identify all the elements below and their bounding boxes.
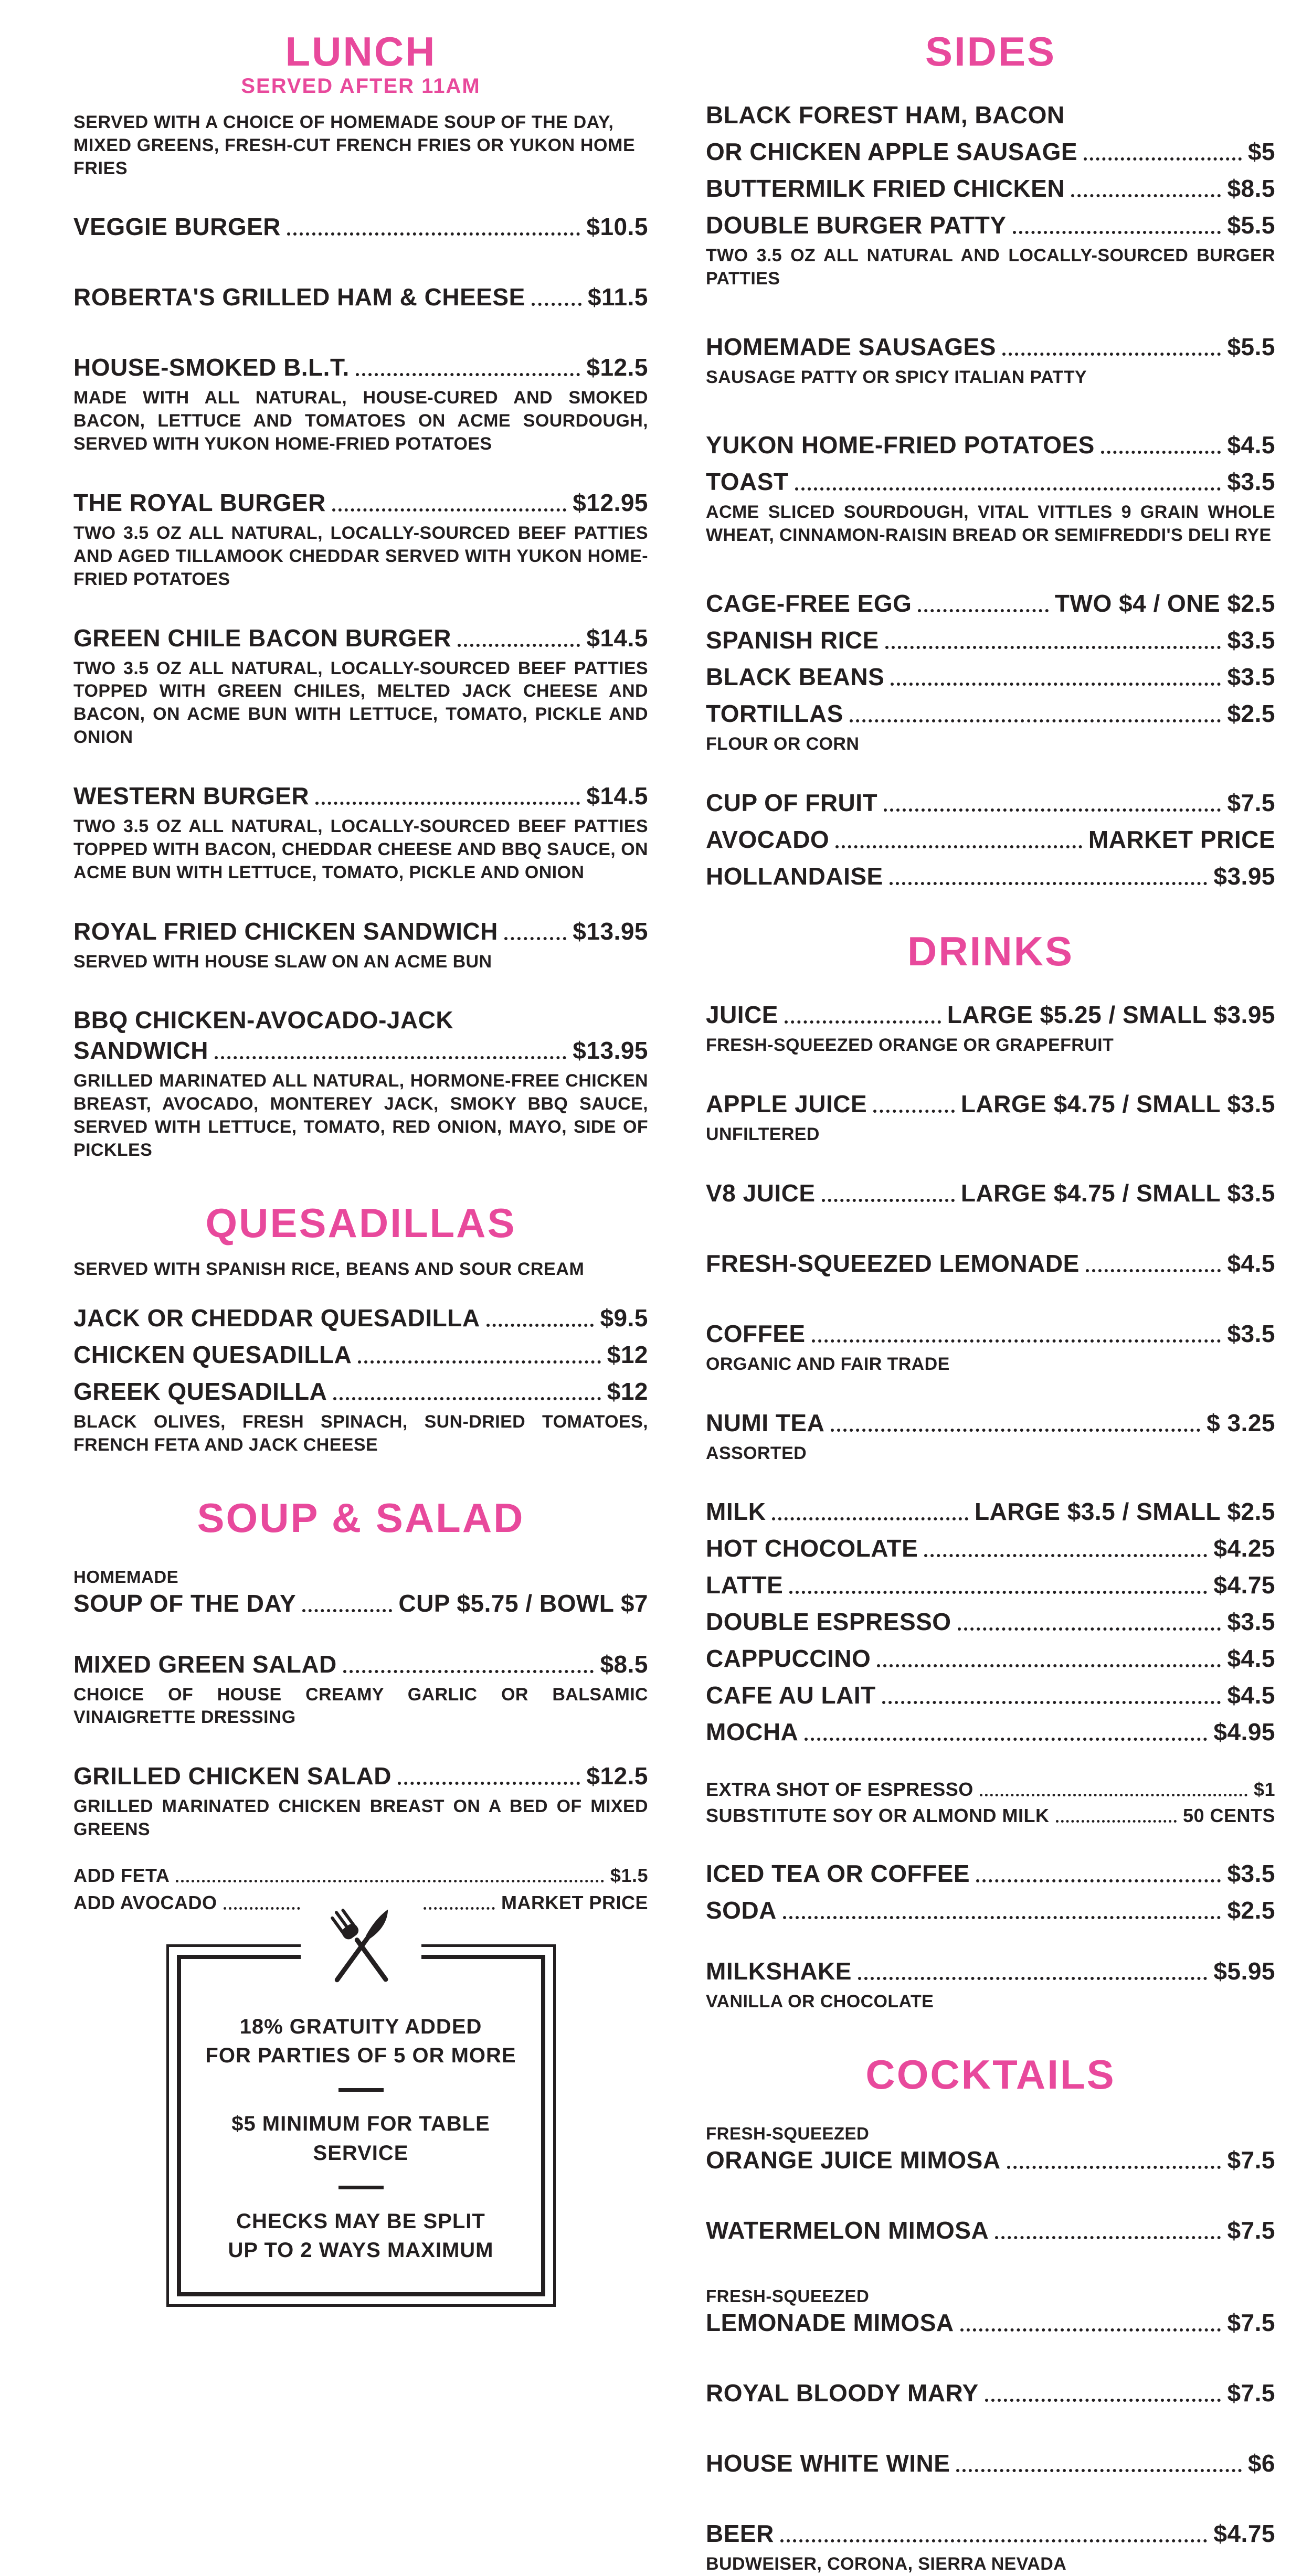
item-name: LEMONADE MIMOSA	[706, 2309, 954, 2337]
item-name: APPLE JUICE	[706, 1090, 867, 1117]
dot-leader	[918, 609, 1048, 612]
item-price: $8.5	[1227, 174, 1275, 202]
item-name: ADD FETA	[73, 1865, 170, 1887]
dot-leader	[333, 1397, 600, 1400]
menu-item-row	[73, 782, 648, 810]
dot-leader	[504, 937, 566, 940]
item-name: MOCHA	[706, 1718, 799, 1746]
dot-leader	[1013, 231, 1221, 234]
item-name: MIXED GREEN SALAD	[73, 1650, 337, 1678]
item-price: $3.5	[1227, 1608, 1275, 1636]
item-name: DOUBLE BURGER PATTY	[706, 211, 1007, 239]
dot-leader	[858, 1977, 1207, 1980]
dot-leader	[356, 373, 580, 376]
item-desc: FLOUR OR CORN	[706, 734, 860, 754]
menu-item-row	[706, 1896, 1275, 1924]
dot-leader	[176, 1880, 604, 1882]
menu-item-row	[706, 2146, 1275, 2174]
dot-leader	[956, 2469, 1241, 2472]
dot-leader	[532, 303, 581, 306]
item-price: $4.95	[1213, 1718, 1275, 1746]
menu-item-row	[706, 1319, 1275, 1348]
dot-leader	[995, 2236, 1221, 2239]
item-name: CUP OF FRUIT	[706, 789, 878, 817]
item-desc: TWO 3.5 OZ ALL NATURAL, LOCALLY-SOURCED BEEF PATTIES AND AGED TILLAMOOK CHEDDAR SERVED WITH YUKON HOME-FRIED POTATOES	[73, 523, 648, 589]
notice-line: FOR PARTIES OF 5 OR MORE	[205, 2044, 516, 2068]
menu-item-row	[706, 1249, 1275, 1278]
item-price: $3.95	[1213, 863, 1275, 890]
item-price: $8.5	[600, 1650, 648, 1678]
dot-leader	[780, 2539, 1208, 2542]
section-title-sides: SIDES	[925, 28, 1056, 74]
menu-item-row	[73, 917, 648, 945]
item-price: LARGE $3.5 / SMALL $2.5	[974, 1498, 1275, 1526]
menu-item-row	[73, 488, 648, 517]
notice-line: CHECKS MAY BE SPLIT	[236, 2209, 485, 2233]
section-title-lunch: LUNCH	[285, 28, 437, 74]
item-name: HOT CHOCOLATE	[706, 1535, 918, 1562]
menu-item-row	[706, 2519, 1275, 2548]
dot-leader	[980, 1794, 1247, 1796]
notice-line: 18% GRATUITY ADDED	[239, 2015, 482, 2039]
item-desc: BUDWEISER, CORONA, SIERRA NEVADA	[706, 2554, 1067, 2574]
item-price: 50 CENTS	[1182, 1805, 1275, 1827]
item-price: $2.5	[1227, 1897, 1275, 1924]
item-price: $12.5	[586, 354, 648, 381]
item-price: $4.75	[1213, 1571, 1275, 1599]
item-desc: UNFILTERED	[706, 1124, 820, 1144]
item-name: NUMI TEA	[706, 1409, 825, 1436]
crossed-fork-knife-icon	[301, 1897, 421, 1996]
item-desc: VANILLA OR CHOCOLATE	[706, 1992, 934, 2012]
item-name: HOLLANDAISE	[706, 863, 883, 890]
item-price: $4.5	[1227, 1681, 1275, 1709]
menu-item-row	[73, 1865, 648, 1887]
dot-leader	[831, 1429, 1200, 1432]
notice-line: $5 MINIMUM FOR TABLE SERVICE	[231, 2112, 490, 2165]
menu-item-row	[706, 626, 1275, 654]
dot-leader	[924, 1554, 1207, 1557]
item-kicker: FRESH-SQUEEZED	[706, 2124, 870, 2144]
item-name: BLACK BEANS	[706, 663, 885, 691]
menu-item-row	[706, 1608, 1275, 1636]
item-desc: SERVED WITH HOUSE SLAW ON AN ACME BUN	[73, 951, 492, 972]
item-name: ROYAL FRIED CHICKEN SANDWICH	[73, 917, 498, 945]
menu-item-row	[706, 431, 1275, 459]
section-title-cocktails: COCKTAILS	[865, 2051, 1116, 2098]
dot-leader	[287, 232, 580, 236]
menu-item-row	[706, 589, 1275, 618]
menu-item-row	[73, 283, 648, 311]
menu-item-row	[706, 789, 1275, 817]
menu-item-row	[706, 211, 1275, 239]
menu-item-row	[706, 663, 1275, 691]
section-title-drinks: DRINKS	[907, 928, 1074, 975]
dot-leader	[1084, 157, 1242, 161]
menu-item-row	[706, 1718, 1275, 1746]
item-price: $7.5	[1227, 2379, 1275, 2407]
item-price: $14.5	[586, 624, 648, 652]
item-price: $9.5	[600, 1304, 648, 1332]
dot-leader	[884, 808, 1221, 812]
menu-item-row	[73, 1589, 648, 1617]
dot-leader	[343, 1670, 594, 1673]
menu-item-row	[73, 212, 648, 241]
dot-leader	[398, 1782, 580, 1785]
section-title-soup-salad: SOUP & SALAD	[197, 1494, 525, 1541]
dot-leader	[789, 1591, 1207, 1594]
menu-item-row	[706, 137, 1275, 166]
menu-item-row	[73, 624, 648, 652]
item-name: CAPPUCCINO	[706, 1645, 871, 1673]
item-name: ROYAL BLOODY MARY	[706, 2379, 979, 2407]
item-price: $4.75	[1213, 2520, 1275, 2548]
item-price: $7.5	[1227, 2309, 1275, 2337]
dot-leader	[877, 1664, 1221, 1667]
item-name: FRESH-SQUEEZED LEMONADE	[706, 1249, 1080, 1277]
item-price: $1	[1253, 1779, 1275, 1801]
item-price: $5.5	[1227, 211, 1275, 239]
menu-item-row	[706, 467, 1275, 496]
item-name: SODA	[706, 1897, 777, 1924]
item-name: CAFE AU LAIT	[706, 1681, 876, 1709]
item-price: $4.5	[1227, 1645, 1275, 1673]
item-name: SPANISH RICE	[706, 626, 879, 654]
menu-item-row	[706, 1805, 1275, 1827]
item-price: $7.5	[1227, 2146, 1275, 2174]
menu-item-row	[706, 1534, 1275, 1562]
dot-leader	[985, 2399, 1221, 2402]
item-desc: TWO 3.5 OZ ALL NATURAL, LOCALLY-SOURCED BEEF PATTIES TOPPED WITH GREEN CHILES, MELTED JACK CHEESE AND BACON, ON ACME BUN WITH LETTUCE, TOMATO, PICKLE AND ONION	[73, 658, 648, 748]
menu-item-row	[706, 333, 1275, 361]
item-name: EXTRA SHOT OF ESPRESSO	[706, 1779, 974, 1801]
item-name: TOAST	[706, 468, 789, 496]
item-desc: BLACK OLIVES, FRESH SPINACH, SUN-DRIED TOMATOES, FRENCH FETA AND JACK CHEESE	[73, 1412, 648, 1455]
dot-leader	[772, 1517, 968, 1520]
menu-item-row	[706, 1090, 1275, 1118]
item-price: LARGE $4.75 / SMALL $3.5	[960, 1090, 1275, 1117]
item-name: SOUP OF THE DAY	[73, 1589, 297, 1617]
item-desc: ASSORTED	[706, 1443, 807, 1463]
menu-item-row	[706, 1681, 1275, 1709]
dot-leader	[1007, 2166, 1221, 2169]
menu-item-row	[73, 353, 648, 381]
item-price: $3.5	[1227, 663, 1275, 691]
item-name: LATTE	[706, 1571, 784, 1599]
item-desc: ACME SLICED SOURDOUGH, VITAL VITTLES 9 GRAIN WHOLE WHEAT, CINNAMON-RAISIN BREAD OR SEMIFREDDI'S DELI RYE	[706, 502, 1275, 546]
menu-item-row	[73, 1340, 648, 1369]
item-name: MILKSHAKE	[706, 1957, 852, 1985]
dot-leader	[822, 1199, 955, 1202]
section-intro-quesadillas: SERVED WITH SPANISH RICE, BEANS AND SOUR CREAM	[73, 1259, 585, 1279]
gratuity-notice-box	[166, 1944, 556, 2307]
dot-leader	[315, 802, 580, 805]
dot-leader	[812, 1339, 1221, 1343]
notice-divider	[338, 2186, 384, 2189]
dot-leader	[1101, 451, 1221, 454]
item-name-line1: BBQ CHICKEN-AVOCADO-JACK	[73, 1006, 454, 1034]
gratuity-notice-inner	[177, 1955, 545, 2296]
item-desc: SAUSAGE PATTY OR SPICY ITALIAN PATTY	[706, 367, 1087, 387]
item-price: MARKET PRICE	[1088, 826, 1275, 854]
menu-item-row	[706, 1000, 1275, 1029]
dot-leader	[785, 1020, 941, 1024]
item-price: $12.95	[573, 489, 648, 517]
dot-leader	[783, 1916, 1221, 1919]
item-name: CHICKEN QUESADILLA	[73, 1341, 352, 1368]
item-name: HOUSE WHITE WINE	[706, 2450, 950, 2477]
item-price: $12	[607, 1378, 648, 1405]
item-price: $3.5	[1227, 1319, 1275, 1347]
item-name: OR CHICKEN APPLE SAUSAGE	[706, 137, 1078, 165]
item-price: $4.5	[1227, 431, 1275, 459]
item-price: $3.5	[1227, 626, 1275, 654]
menu-item-row	[706, 174, 1275, 203]
menu-item-row	[706, 2449, 1275, 2477]
menu-item-row	[73, 1304, 648, 1332]
item-price: $3.5	[1227, 468, 1275, 496]
item-name: VEGGIE BURGER	[73, 213, 281, 241]
item-desc: ORGANIC AND FAIR TRADE	[706, 1354, 950, 1374]
menu-item-row	[73, 1762, 648, 1790]
dot-leader	[358, 1360, 600, 1364]
dot-leader	[958, 1627, 1221, 1631]
item-name: WATERMELON MIMOSA	[706, 2217, 989, 2244]
item-price: $7.5	[1227, 2217, 1275, 2244]
item-name: SUBSTITUTE SOY OR ALMOND MILK	[706, 1805, 1050, 1827]
item-name: TORTILLAS	[706, 700, 843, 728]
item-desc: TWO 3.5 OZ ALL NATURAL, LOCALLY-SOURCED BEEF PATTIES TOPPED WITH BACON, CHEDDAR CHEESE AND BBQ SAUCE, ON ACME BUN WITH LETTUCE, TOMATO, PICKLE AND ONION	[73, 816, 648, 882]
dot-leader	[795, 487, 1221, 491]
menu-item-row	[706, 1859, 1275, 1888]
menu-item-row	[706, 2216, 1275, 2244]
item-price: $5.95	[1213, 1957, 1275, 1985]
item-name: V8 JUICE	[706, 1179, 816, 1207]
menu-item-row	[706, 862, 1275, 890]
item-price: $14.5	[586, 782, 648, 810]
item-name: WESTERN BURGER	[73, 782, 310, 810]
item-kicker: FRESH-SQUEEZED	[706, 2286, 870, 2306]
item-name: AVOCADO	[706, 826, 830, 854]
menu-item-row	[706, 699, 1275, 728]
item-name: ICED TEA OR COFFEE	[706, 1860, 970, 1888]
item-name: HOMEMADE SAUSAGES	[706, 333, 996, 360]
item-price: $7.5	[1227, 789, 1275, 817]
item-name: DOUBLE ESPRESSO	[706, 1608, 951, 1636]
dot-leader	[850, 719, 1221, 722]
menu-item-row	[706, 2379, 1275, 2407]
item-name: JACK OR CHEDDAR QUESADILLA	[73, 1304, 480, 1332]
dot-leader	[458, 644, 580, 647]
section-subtitle-lunch: SERVED AFTER 11AM	[241, 74, 481, 98]
item-name: BUTTERMILK FRIED CHICKEN	[706, 174, 1065, 202]
dot-leader	[805, 1738, 1207, 1741]
menu-item-row	[706, 1644, 1275, 1673]
item-price: $ 3.25	[1207, 1409, 1275, 1436]
notice-line: UP TO 2 WAYS MAXIMUM	[228, 2238, 494, 2262]
item-name: HOUSE-SMOKED B.L.T.	[73, 354, 350, 381]
item-desc: TWO 3.5 OZ ALL NATURAL AND LOCALLY-SOURCED BURGER PATTIES	[706, 245, 1275, 289]
dot-leader	[885, 646, 1221, 649]
item-name: GRILLED CHICKEN SALAD	[73, 1762, 392, 1790]
menu-item-row	[73, 1036, 648, 1065]
item-name: THE ROYAL BURGER	[73, 489, 326, 517]
item-name: GREEN CHILE BACON BURGER	[73, 624, 451, 652]
item-name: SANDWICH	[73, 1037, 208, 1065]
dot-leader	[486, 1324, 594, 1327]
menu-item-row	[706, 1179, 1275, 1207]
item-price: $4.5	[1227, 1249, 1275, 1277]
item-price: $13.95	[573, 1037, 648, 1065]
dot-leader	[873, 1110, 955, 1113]
item-price: $10.5	[586, 213, 648, 241]
menu-item-row	[706, 1497, 1275, 1526]
menu-item-row	[706, 1409, 1275, 1437]
item-price: $4.25	[1213, 1535, 1275, 1562]
dot-leader	[882, 1701, 1221, 1704]
notice-divider	[338, 2088, 384, 2092]
item-price: $12	[607, 1341, 648, 1368]
item-desc: GRILLED MARINATED CHICKEN BREAST ON A BED OF MIXED GREENS	[73, 1796, 648, 1840]
item-desc: GRILLED MARINATED ALL NATURAL, HORMONE-FREE CHICKEN BREAST, AVOCADO, MONTEREY JACK, SMOKY BBQ SAUCE, SERVED WITH LETTUCE, TOMATO, RED ONION, MAYO, SIDE OF PICKLES	[73, 1071, 648, 1161]
item-desc: MADE WITH ALL NATURAL, HOUSE-CURED AND SMOKED BACON, LETTUCE AND TOMATOES ON ACME SOURDOUGH, SERVED WITH YUKON HOME-FRIED POTATOES	[73, 388, 648, 454]
item-price: MARKET PRICE	[501, 1892, 648, 1914]
item-price: $6	[1247, 2450, 1275, 2477]
dot-leader	[835, 845, 1082, 848]
item-price: $1.5	[610, 1865, 648, 1887]
section-title-quesadillas: QUESADILLAS	[205, 1199, 516, 1246]
menu-item-row	[706, 1957, 1275, 1985]
item-price: LARGE $5.25 / SMALL $3.95	[947, 1000, 1275, 1028]
dot-leader	[890, 882, 1208, 885]
item-name: COFFEE	[706, 1319, 806, 1347]
item-price: $3.5	[1227, 1860, 1275, 1888]
right-column	[706, 30, 1275, 2576]
dot-leader	[215, 1056, 566, 1059]
dot-leader	[960, 2328, 1221, 2332]
menu-item-row	[73, 1650, 648, 1678]
menu-item-row	[73, 1377, 648, 1406]
item-price: TWO $4 / ONE $2.5	[1054, 590, 1275, 618]
item-name: ORANGE JUICE MIMOSA	[706, 2146, 1001, 2174]
item-price: CUP $5.75 / BOWL $7	[398, 1589, 648, 1617]
item-price: $13.95	[573, 917, 648, 945]
item-price: $5.5	[1227, 333, 1275, 360]
dot-leader	[302, 1609, 392, 1612]
item-name: CAGE-FREE EGG	[706, 590, 912, 618]
item-name: ADD AVOCADO	[73, 1892, 217, 1914]
item-name: ROBERTA'S GRILLED HAM & CHEESE	[73, 283, 525, 311]
item-price: $2.5	[1227, 700, 1275, 728]
dot-leader	[1071, 194, 1221, 197]
item-price: $11.5	[587, 283, 648, 311]
dot-leader	[891, 683, 1221, 686]
dot-leader	[976, 1879, 1221, 1882]
item-name: MILK	[706, 1498, 766, 1526]
item-price: $12.5	[586, 1762, 648, 1790]
menu-item-row	[706, 1779, 1275, 1801]
item-name: JUICE	[706, 1000, 778, 1028]
menu-item-row	[706, 825, 1275, 854]
section-intro-lunch: SERVED WITH A CHOICE OF HOMEMADE SOUP OF THE DAY, MIXED GREENS, FRESH-CUT FRENCH FRIES OR YUKON HOME FRIES	[73, 112, 636, 179]
menu-item-row	[706, 1571, 1275, 1599]
item-desc: CHOICE OF HOUSE CREAMY GARLIC OR BALSAMIC VINAIGRETTE DRESSING	[73, 1684, 648, 1728]
item-name: BEER	[706, 2520, 774, 2548]
item-price: LARGE $4.75 / SMALL $3.5	[960, 1179, 1275, 1207]
item-kicker: HOMEMADE	[73, 1567, 179, 1587]
dot-leader	[1086, 1269, 1221, 1272]
dot-leader	[1002, 353, 1221, 356]
item-name-line1: BLACK FOREST HAM, BACON	[706, 101, 1065, 129]
item-price: $5	[1247, 137, 1275, 165]
menu-item-row	[706, 2308, 1275, 2337]
dot-leader	[1056, 1820, 1177, 1823]
left-column	[73, 30, 648, 2576]
dot-leader	[332, 508, 566, 512]
item-desc: FRESH-SQUEEZED ORANGE OR GRAPEFRUIT	[706, 1035, 1114, 1055]
item-name: GREEK QUESADILLA	[73, 1378, 327, 1405]
item-name: YUKON HOME-FRIED POTATOES	[706, 431, 1095, 459]
